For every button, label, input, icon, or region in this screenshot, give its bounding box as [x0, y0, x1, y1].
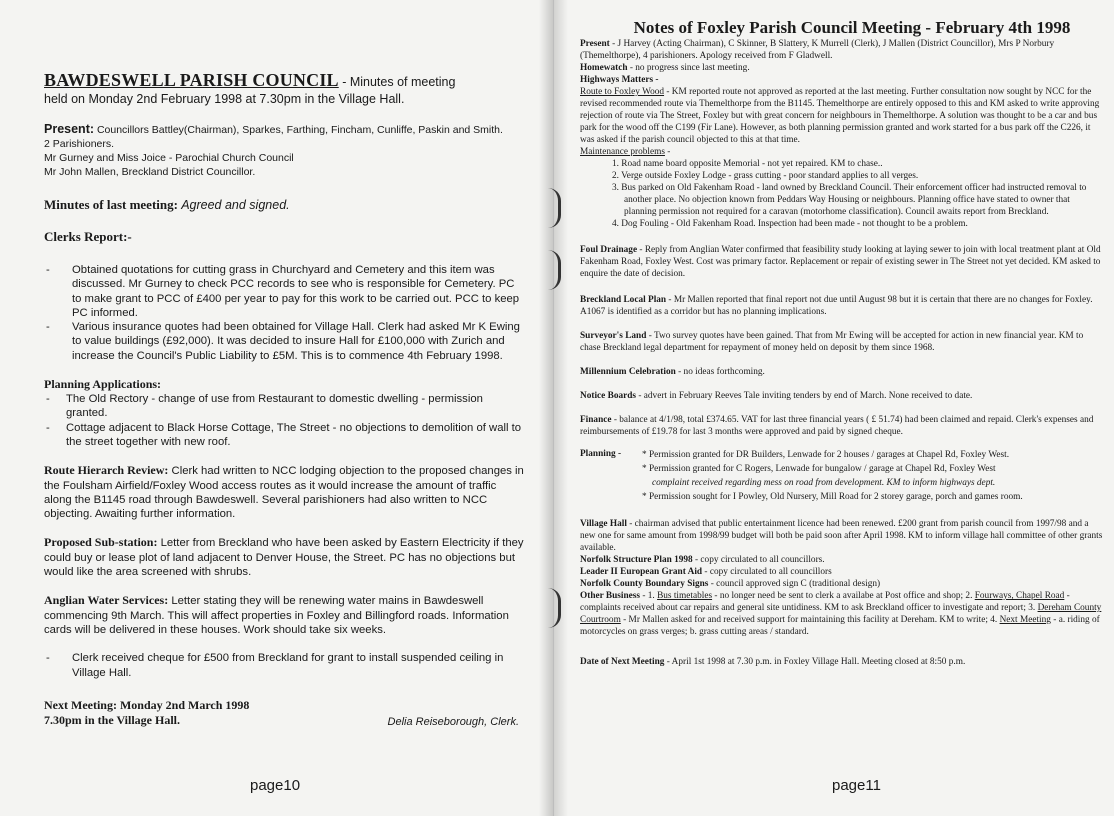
finance-text: - balance at 4/1/98, total £374.65. VAT for last three financial years ( £ 51.74) had been claimed and repaid. Clerk's expenses and reimbursements of £19.78 for last 3 months were approved and paid by signed cheque.: [580, 415, 1094, 437]
homewatch-text: - no progress since last meeting.: [627, 63, 750, 73]
list-item: - Cottage adjacent to Black Horse Cottage, The Street - no objections to demolition of wall to the street together with new roof.: [44, 421, 525, 450]
list-item: * Permission granted for DR Builders, Lenwade for 2 houses / garages at Chapel Rd, Foxley West.: [642, 450, 1010, 460]
next-meeting-date-section: [580, 656, 1104, 668]
other-business-topic: Bus timetables: [657, 591, 713, 601]
other-business-topic: Next Meeting: [999, 615, 1051, 625]
other-business-text: - Mr Mallen asked for and received support for maintaining this facility at Dereham. KM to write; 4.: [620, 615, 1000, 625]
left-present-line: Mr John Mallen, Breckland District Councillor.: [44, 166, 256, 178]
list-item: * Permission granted for C Rogers, Lenwade for bungalow / garage at Chapel Rd, Foxley West: [642, 464, 996, 474]
left-present-label: Present:: [44, 122, 95, 136]
binding-clip-icon: [542, 588, 564, 628]
list-item: * Permission sought for I Powley, Old Nursery, Mill Road for 2 storey garage, porch and games room.: [642, 492, 1023, 502]
millennium-label: Millennium Celebration: [580, 367, 676, 377]
meeting-date-line: held on Monday 2nd February 1998 at 7.30pm in the Village Hall.: [44, 92, 405, 106]
list-item: - Various insurance quotes had been obtained for Village Hall. Clerk had asked Mr K Ewing to value buildings (£92,000). It was decided to insure Hall for £100,000 with Zurich and increase the Council's Public Liability to £5M. This is to commence 4th February 1998.: [44, 320, 525, 363]
other-business-section: [580, 590, 1104, 638]
route-label: Route to Foxley Wood: [580, 87, 665, 97]
gutter-shadow-left: [539, 0, 553, 816]
other-business-topic: Fourways, Chapel Road: [974, 591, 1065, 601]
clerk-signature: Delia Reiseborough, Clerk.: [387, 715, 519, 728]
anglian-water-heading: Anglian Water Services:: [44, 593, 169, 608]
binding-clip-icon: [542, 188, 564, 228]
minutes-value: Agreed and signed.: [181, 198, 290, 212]
left-page-title: BAWDESWELL PARISH COUNCIL: [44, 70, 339, 90]
structure-plan-label: Norfolk Structure Plan 1998: [580, 555, 693, 565]
list-item: 4. Dog Fouling - Old Fakenham Road. Inspection had been made - not thought to be a problem.: [612, 219, 968, 229]
surveyors-land-label: Surveyor's Land: [580, 331, 647, 341]
structure-plan-section: [580, 554, 1104, 566]
list-item: complaint received regarding mess on road from development. KM to inform highways dept.: [652, 478, 996, 488]
millennium-text: - no ideas forthcoming.: [675, 367, 765, 377]
list-item: 3. Bus parked on Old Fakenham Road - land owned by Breckland Council. Their enforcement officer had instructed removal to another place. No objection known from Peddars Way Housing or neighbours. Planning office have stated to owner that planning permission not required for a caravan (motorhome classification). Council awaits report from Breckland.: [612, 183, 1087, 217]
surveyors-land-text: - Two survey quotes have been gained. That from Mr Ewing will be accepted for action in new financial year. KM to chase Breckland legal department for repayment of money held on deposit by them since 1968.: [580, 331, 1084, 353]
right-planning-section: [580, 448, 1104, 504]
other-business-text: - 1.: [640, 591, 658, 601]
list-item: - Obtained quotations for cutting grass in Churchyard and Cemetery and this item was discussed. Mr Gurney to check PCC records to see who is responsible for Cemetery. PC to make grant to PCC of £400 per year to pay for this work to be carried out. PCC to keep PC informed.: [44, 263, 525, 320]
right-planning-label: Planning -: [580, 449, 622, 459]
other-business-text: - complaints received about car repairs and general site untidiness. KM to ask Breckland officer to investigate and report; 3.: [580, 591, 1070, 613]
breckland-plan-text: - Mr Mallen reported that final report not due until August 98 but it is certain that there are no changes for Foxley. A1067 is identified as a corridor but has no planning implications.: [580, 295, 1093, 317]
maintenance-heading: Maintenance problems -: [580, 147, 671, 157]
page-number-left: page10: [250, 777, 301, 794]
planning-applications-list: [44, 392, 525, 449]
list-item: 2. Verge outside Foxley Lodge - grass cutting - poor standard applies to all verges.: [612, 171, 919, 181]
highways-heading: [580, 74, 1104, 86]
notice-boards-label: Notice Boards: [580, 391, 637, 401]
list-item: - Clerk received cheque for £500 from Breckland for grant to install suspended ceiling in Village Hall.: [44, 651, 525, 680]
maintenance-label: Maintenance problems: [580, 147, 665, 157]
page-number-right: page11: [832, 777, 881, 794]
substation-section: [44, 535, 525, 579]
next-meeting-line: Next Meeting: Monday 2nd March 1998: [44, 697, 250, 712]
breckland-plan-label: Breckland Local Plan: [580, 295, 667, 305]
finance-section: [580, 414, 1104, 438]
leader-grant-text: - copy circulated to all councillors: [702, 567, 832, 577]
other-business-label: Other Business: [580, 591, 641, 601]
binding-clip-icon: [542, 250, 564, 290]
cheque-list: [44, 651, 525, 680]
left-planning-section: [44, 377, 525, 449]
planning-applications-heading: Planning Applications:: [44, 377, 162, 392]
breckland-plan-section: [580, 294, 1104, 318]
notice-boards-text: - advert in February Reeves Tale inviting tenders by end of March. None received to date.: [636, 391, 973, 401]
present-label: Present: [580, 39, 610, 49]
anglian-water-text: Letter stating they will be renewing water mains in Bawdeswell commencing 9th March. This will affect properties in Foxley and Billingford roads. Information cards will be delivered in these houses. Work should take six weeks.: [44, 595, 509, 636]
other-business-topic: Dereham County Courtroom: [580, 603, 1102, 625]
boundary-signs-text: - council approved sign C (traditional design): [708, 579, 881, 589]
homewatch-label: Homewatch: [580, 63, 628, 73]
clerks-report-heading: Clerks Report:-: [44, 229, 132, 244]
route-hierarchy-text: Clerk had written to NCC lodging objection to the proposed changes in the Foulsham Airfield/Foxley Wood access routes as it would increase the amount of traffic along the B1145 road through Bawdeswell. Several parishioners had also written to NCC objecting. Awaiting further information.: [44, 465, 524, 521]
clerks-report-list: [44, 263, 525, 363]
millennium-section: [580, 366, 1104, 378]
maintenance-list: [580, 158, 1104, 230]
foul-drainage-label: Foul Drainage: [580, 245, 638, 255]
gutter-shadow-right: [554, 0, 568, 816]
right-page-title: Notes of Foxley Parish Council Meeting - February 4th 1998: [633, 18, 1071, 37]
next-meeting-date-label: Date of Next Meeting: [580, 657, 665, 667]
present-section: [580, 38, 1104, 62]
next-meeting-line: 7.30pm in the Village Hall.: [44, 712, 181, 727]
village-hall-text: - chairman advised that public entertainment licence had been renewed. £200 grant from parish council from 1997/98 and a new one for same amount from 1998/99 budget will both be paid soon after April 1998. KM to inform village hall committee of other grants available.: [580, 519, 1103, 553]
left-present-block: [44, 122, 525, 179]
foul-drainage-text: - Reply from Anglian Water confirmed that feasibility study looking at laying sewer to join with local treatment plant at Old Fakenham Road, Foxley West. Cost was primary factor. Replacement or repair of existing sewer in The Street not yet decided. KM asked to enquire the date of decision.: [580, 245, 1101, 279]
village-hall-label: Village Hall: [580, 519, 627, 529]
right-planning-list: [642, 448, 1023, 504]
left-title-row: [44, 70, 525, 91]
present-text: - J Harvey (Acting Chairman), C Skinner, B Slattery, K Murrell (Clerk), J Mallen (District Councillor), Mrs P Norbury (Themelthorpe), 4 parishioners. Apology received from F Gladwell.: [580, 39, 1055, 61]
other-business-text: - no longer need be sent to clerk a availabe at Post office and shop; 2.: [712, 591, 975, 601]
left-title-suffix: - Minutes of meeting: [338, 75, 456, 89]
list-item: - The Old Rectory - change of use from Restaurant to domestic dwelling - permission granted.: [44, 392, 525, 421]
foul-drainage-section: [580, 244, 1104, 280]
surveyors-land-section: [580, 330, 1104, 354]
structure-plan-text: - copy circulated to all councillors.: [692, 555, 825, 565]
left-present-line: Councillors Battley(Chairman), Sparkes, Farthing, Fincham, Cunliffe, Paskin and Smith.: [96, 124, 503, 136]
next-meeting-row: [44, 698, 525, 728]
minutes-label: Minutes of last meeting:: [44, 197, 178, 212]
left-present-line: Mr Gurney and Miss Joice - Parochial Church Council: [44, 152, 294, 164]
finance-label: Finance: [580, 415, 612, 425]
highways-label: Highways Matters -: [580, 75, 659, 85]
anglian-water-section: [44, 593, 525, 637]
boundary-signs-label: Norfolk County Boundary Signs: [580, 579, 709, 589]
route-foxley-wood-section: [580, 86, 1104, 146]
minutes-last-meeting: [44, 197, 525, 213]
route-hierarchy-heading: Route Hierarch Review:: [44, 463, 169, 478]
right-page: [553, 0, 1114, 816]
boundary-signs-section: [580, 578, 1104, 590]
other-business-text: - a. riding of motorcycles on grass verges; b. grass cutting areas / standard.: [580, 615, 1100, 637]
left-present-line: 2 Parishioners.: [44, 138, 115, 150]
notice-boards-section: [580, 390, 1104, 402]
next-meeting: [44, 698, 249, 728]
list-item: 1. Road name board opposite Memorial - not yet repaired. KM to chase..: [612, 159, 883, 169]
next-meeting-date-text: - April 1st 1998 at 7.30 p.m. in Foxley Village Hall. Meeting closed at 8:50 p.m.: [664, 657, 966, 667]
village-hall-section: [580, 518, 1104, 554]
substation-text: Letter from Breckland who have been asked by Eastern Electricity if they could buy or lease plot of land adjacent to Denver House, the Street. PC has no objections but would like the area screened with shrubs.: [44, 537, 524, 579]
substation-heading: Proposed Sub-station:: [44, 535, 158, 550]
left-page: [0, 0, 553, 816]
leader-grant-section: [580, 566, 1104, 578]
route-text: - KM reported route not approved as reported at the last meeting. Further consultation now sought by NCC for the revised recommended route via Themelthorpe from the B1145. Themelthorpe are entirely opposed to this and KM asked to write approving rejection of route via The Street, Foxley but with great concern for neighbours in Themelthorpe. A solution was thought to be a car and bus park for the wood off the C199 (Fir Lane). However, as both planning permission granted and work started for a bus park off the C226, it was asked if the parish council objected to this at that time.: [580, 87, 1100, 145]
route-hierarchy-section: [44, 463, 525, 521]
leader-grant-label: Leader II European Grant Aid: [580, 567, 703, 577]
homewatch-section: [580, 62, 1104, 74]
